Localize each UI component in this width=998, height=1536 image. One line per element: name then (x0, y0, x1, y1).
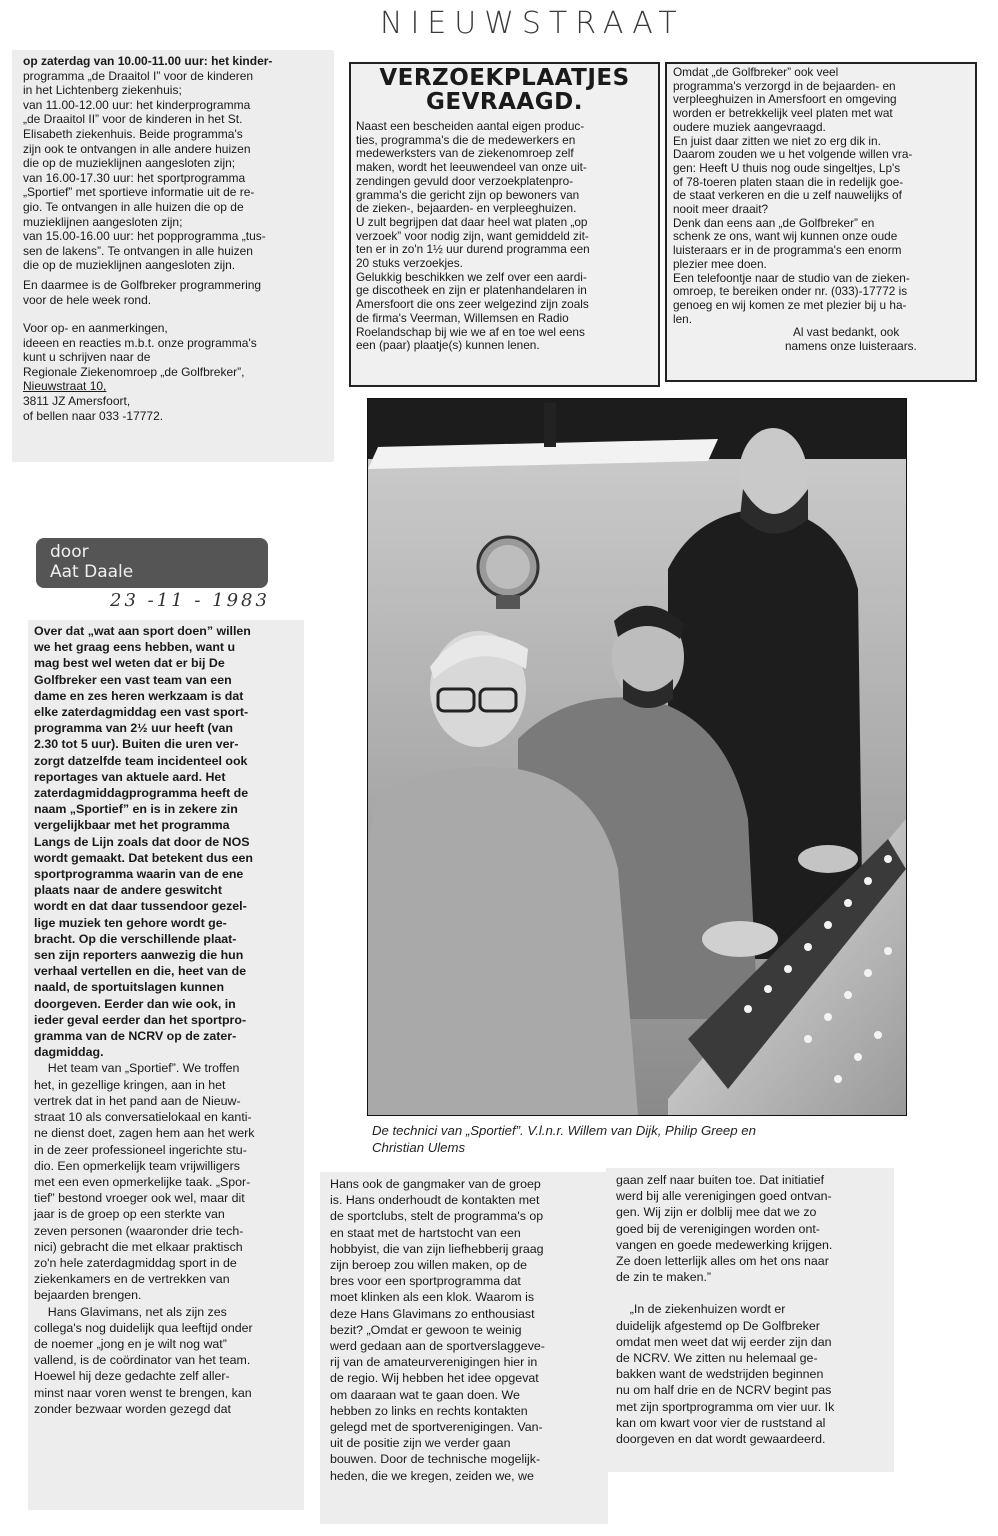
article-line: gaan zelf naar buiten toe. Dat initiatief (616, 1173, 825, 1187)
article-line: sen zijn reporters aanwezig die hun (34, 948, 244, 963)
verzoek-line: Daarom zouden we u het volgende willen vra- (673, 147, 913, 162)
article-line: kan om kwart voor vier de ruststand al (616, 1415, 826, 1430)
program-line: Regionale Ziekenomroep „de Golfbreker”, (23, 364, 245, 379)
article-line: Over dat „wat aan sport doen” willen (34, 624, 251, 638)
program-line: „de Draaitol II” voor de kinderen in het St. (23, 112, 243, 127)
program-line: op zaterdag van 10.00-11.00 uur: het kinder- (23, 54, 273, 68)
article-line: werd gedaan aan de sportverslaggeve- (330, 1339, 545, 1354)
verzoek-line: omroep, te bereiken onder nr. (033)-17772 is (673, 284, 908, 299)
article-line: wordt gemaakt. Dat betekent dus een (34, 850, 253, 865)
article-line: de regio. Wij hebben het idee opgevat (330, 1371, 539, 1386)
program-line: van 11.00-12.00 uur: het kinderprogramma (23, 97, 251, 112)
article-line: tief” bestond vroeger ook wel, maar dit (34, 1191, 245, 1206)
verzoek-line: Omdat „de Golfbreker” ook veel (673, 65, 839, 79)
article-line: het, in gezellige kringen, aan in het (34, 1077, 226, 1092)
program-line: Voor op- en aanmerkingen, (23, 321, 168, 336)
article-line: doorgeven en dat wordt gewaardeerd. (616, 1432, 826, 1447)
verzoek-line: programma's verzorgd in de bejaarden- en (673, 78, 896, 93)
column-3-text (616, 1172, 886, 1447)
article-line: heden, die we kregen, zeiden we, we (330, 1468, 534, 1483)
article-line: hebben zo links en rechts kontakten (330, 1403, 528, 1418)
verzoek-line: verzoek” voor nodig zijn, want gemiddeld zit- (356, 228, 589, 243)
article-line: mag best wel weten dat er bij De (34, 656, 225, 671)
spacer (23, 307, 324, 321)
article-line: Hans Glavimans, net als zijn zes (34, 1304, 227, 1319)
article-line: naam „Sportief” en is in zekere zin (34, 802, 238, 817)
article-line: 2.30 tot 5 uur). Buiten die uren ver- (34, 737, 239, 752)
article-line: Hans ook de gangmaker van de groep (330, 1177, 541, 1191)
main-article-column (28, 620, 304, 1510)
article-line: lige muziek ten gehore wordt ge- (34, 915, 227, 930)
verzoek-line: zendingen gevuld door verzoekplatenpro- (356, 173, 574, 188)
article-line: zijn beroep zou willen maken, op de (330, 1258, 527, 1273)
program-line: of bellen naar 033 -17772. (23, 408, 164, 423)
article-line: doorgeven. Eerder dan wie ook, in (34, 996, 236, 1011)
article-line: sportprogramma waarin van de ene (34, 867, 244, 882)
article-line: ne dienst doet, zagen hem aan het werk (34, 1126, 255, 1141)
article-line: nici) gebracht die met elkaar praktisch (34, 1239, 243, 1254)
handwritten-title: NIEUWSTRAAT (380, 6, 685, 41)
verzoek-line: Naast een bescheiden aantal eigen produc- (356, 119, 585, 133)
main-article-intro (34, 623, 299, 1060)
verzoek-line: Gelukkig beschikken we zelf over een aardi- (356, 269, 587, 284)
verzoek-continuation-body (673, 66, 969, 326)
headline-line-2: GEVRAAGD. (426, 89, 583, 115)
verzoek-line: Denk dan eens aan „de Golfbreker” en (673, 215, 875, 230)
verzoek-line: Een telefoontje naar de studio van de zieken- (673, 270, 910, 285)
program-line: die op de muzieklijnen aangesloten zijn; (23, 156, 236, 171)
article-line: bracht. Op die verschillende plaat- (34, 931, 237, 946)
article-line: zo'n hele zaterdagmiddag sport in de (34, 1255, 237, 1270)
article-line: de sportclubs, stelt de programma's op (330, 1209, 544, 1224)
verzoek-line: U zult begrijpen dat daar heel wat platen „op (356, 214, 588, 229)
article-line: om daaraan wat te gaan doen. We (330, 1387, 520, 1402)
program-line: Elisabeth ziekenhuis. Beide programma's (23, 126, 243, 141)
article-column-3 (606, 1168, 894, 1472)
program-line: zijn ook te ontvangen in alle andere huizen (23, 141, 251, 156)
article-line: Ze doen letterlijk alles om het ons naar (616, 1254, 829, 1269)
article-line: hobbyist, die van zijn liefhebberij graag (330, 1241, 544, 1256)
article-line: verhaal vertellen en die, heet van de (34, 964, 247, 979)
verzoek-line: schenk ze ons, want wij kunnen onze oude (673, 229, 898, 244)
article-line: vallend, is de coördinator van het team. (34, 1353, 251, 1368)
article-column-2 (320, 1172, 608, 1524)
column-2-text (330, 1176, 600, 1484)
verzoek-article-box (349, 62, 660, 387)
verzoek-line: nooit meer draait? (673, 202, 769, 217)
verzoek-line: gen: Heeft U thuis nog oude singeltjes, Lp's (673, 160, 901, 175)
program-line: Nieuwstraat 10, (23, 379, 107, 394)
article-line: de zin te maken.” (616, 1270, 712, 1285)
article-line: gramma van de NCRV op de zater- (34, 1029, 237, 1044)
program-line: sen de lakens”. Te ontvangen in alle huizen (23, 243, 253, 258)
program-line: „Sportief” met sportieve informatie uit de re- (23, 185, 255, 200)
studio-photo (367, 398, 907, 1116)
verzoek-line: ten er in zo'n 1½ uur durend programma een (356, 242, 590, 257)
verzoek-line: de staat verkeren en die u zelf nauwelijks of (673, 188, 902, 203)
article-line: naald, de sportuitslagen kunnen (34, 980, 225, 995)
verzoek-line: ties, programma's die de medewerkers en (356, 132, 576, 147)
headline-line-1: VERZOEKPLAATJES (379, 65, 630, 91)
article-line: plaats naar de andere geswitcht (34, 883, 222, 898)
verzoek-line: genoeg en wij komen ze met plezier bij u ha- (673, 297, 907, 312)
byline-box (36, 538, 268, 588)
article-line: bezit? „Omdat er gewoon te weinig (330, 1322, 522, 1337)
verzoek-line: En juist daar zitten we niet zo erg dik in. (673, 133, 881, 148)
program-line: En daarmee is de Golfbreker programmering (23, 277, 262, 292)
verzoek-line: verpleeghuizen in Amersfoort en omgeving (673, 92, 897, 107)
article-line: zeven personen (waaronder drie tech- (34, 1223, 244, 1238)
signoff-line: Al vast bedankt, ook (793, 325, 900, 340)
article-line: nu om half drie en de NCRV begint pas (616, 1383, 832, 1398)
program-line: kunt u schrijven naar de (23, 350, 151, 365)
article-line: vergelijkbaar met het programma (34, 818, 230, 833)
article-line (616, 1285, 886, 1301)
article-line: reportages van aktuele aard. Het (34, 769, 226, 784)
article-line: dio. Een opmerkelijk team vrijwilligers (34, 1158, 240, 1173)
article-line: rij van de amateurverenigingen hier in (330, 1355, 538, 1370)
article-line: we het graag eens hebben, want u (34, 640, 236, 655)
article-line: Hoewel hij deze gedachte zelf aller- (34, 1369, 230, 1384)
handwritten-date: 23 -11 - 1983 (110, 590, 270, 611)
program-line: in het Lichtenberg ziekenhuis; (23, 83, 182, 98)
article-line: vangen en goede medewerking krijgen. (616, 1237, 833, 1252)
article-line: straat 10 als conversatielokaal en kanti- (34, 1110, 252, 1125)
article-line: in de zeer professioneel ingerichte stu- (34, 1142, 247, 1157)
article-line: duidelijk afgestemd op De Golfbreker (616, 1318, 820, 1333)
verzoek-headline (356, 66, 653, 114)
verzoek-line: Roelandschap bij wie we af en toe wel eens (356, 324, 585, 339)
article-line: minst naar voren wenst te brengen, kan (34, 1385, 252, 1400)
verzoek-line: oudere muziek aangevraagd. (673, 119, 826, 134)
article-line: moet klinken als een klok. Waarom is (330, 1290, 535, 1305)
verzoek-line: luisteraars er in de programma's een enorm (673, 243, 902, 258)
article-line: uit de positie zijn we verder gaan (330, 1436, 511, 1451)
article-line: wordt en dat daar tussendoor gezel- (34, 899, 247, 914)
article-line: de noemer „jong en je wilt nog wat” (34, 1336, 227, 1351)
program-line: gio. Te ontvangen in alle huizen die op de (23, 199, 244, 214)
article-line: bouwen. Door de technische mogelijk- (330, 1452, 541, 1467)
verzoek-line: plezier mee doen. (673, 256, 767, 271)
article-line: ieder geval eerder dan het sportpro- (34, 1012, 247, 1027)
main-article-body (34, 1060, 299, 1416)
article-line: programma van 2½ uur heeft (van (34, 721, 233, 736)
article-line: bres voor een sportprogramma dat (330, 1274, 521, 1289)
article-line: met een even opmerkelijke taak. „Spor- (34, 1174, 251, 1189)
article-line: dagmiddag. (34, 1045, 104, 1060)
article-line: zonder bezwaar worden gezegd dat (34, 1401, 232, 1416)
program-schedule-clipping (12, 50, 334, 462)
program-line: muzieklijnen aangesloten zijn; (23, 214, 183, 229)
article-line: deze Hans Glavimans zo enthousiast (330, 1306, 535, 1321)
caption-line: De technici van „Sportief”. V.l.n.r. Willem van Dijk, Philip Greep en (372, 1123, 756, 1138)
program-line: van 15.00-16.00 uur: het popprogramma „tus- (23, 229, 266, 244)
article-line: ziekenkamers en de vertrekken van (34, 1272, 230, 1287)
verzoek-line: de firma's Veerman, Willemsen en Radio (356, 310, 569, 325)
article-line: gen. Wij zijn er dolblij mee dat we zo (616, 1205, 817, 1220)
verzoek-line: Amersfoort die ons zeer welgezind zijn zoals (356, 297, 589, 312)
verzoek-line: ge discotheek en zijn er platenhandelaren in (356, 283, 587, 298)
verzoek-line: maken, wordt het leeuwendeel van onze uit- (356, 160, 587, 175)
program-line: die op de muzieklijnen aangesloten zijn. (23, 258, 236, 273)
article-line: is. Hans onderhoudt de kontakten met (330, 1193, 540, 1208)
verzoek-continuation-box (665, 62, 977, 382)
article-line: zorgt datzelfde team incidenteel ook (34, 753, 248, 768)
verzoek-line: worden er betrekkelijk veel platen met wat (673, 106, 893, 121)
photo-caption (372, 1122, 922, 1166)
caption-line: Christian Ulems (372, 1140, 466, 1155)
article-line: Golfbreker een vast team van een (34, 672, 232, 687)
verzoek-line: een (paar) plaatje(s) kunnen lenen. (356, 338, 540, 353)
verzoek-line: medewerksters van de ziekenomroep zelf (356, 146, 574, 161)
article-line: de NCRV. We zitten nu helemaal ge- (616, 1351, 818, 1366)
article-line: jaar is de groep op een sterkte van (34, 1207, 225, 1222)
article-line: dame en zes heren werkzaam is dat (34, 688, 244, 703)
article-line: collega's nog duidelijk qua leeftijd onder (34, 1320, 253, 1335)
verzoek-line: of 78-toeren platen staan die in redelijk goe- (673, 174, 904, 189)
article-line: gelegd met de sportverenigingen. Van- (330, 1420, 543, 1435)
article-line: en staat met de hartstocht van een (330, 1225, 521, 1240)
article-line: elke zaterdagmiddag een vast sport- (34, 705, 249, 720)
verzoek-line: gramma's die gericht zijn op bewoners van (356, 187, 580, 202)
program-line: ideeen en reacties m.b.t. onze programma's (23, 335, 257, 350)
signoff-line: namens onze luisteraars. (785, 339, 917, 354)
byline-door: door (50, 542, 89, 562)
article-line: bejaarden brengen. (34, 1288, 142, 1303)
verzoek-line: len. (673, 311, 693, 326)
verzoek-body (356, 120, 653, 353)
article-line: vertrek dat in het pand aan de Nieuw- (34, 1093, 241, 1108)
article-line: werd bij alle verenigingen goed ontvan- (616, 1189, 832, 1204)
program-line: voor de hele week rond. (23, 292, 152, 307)
program-line: van 16.00-17.30 uur: het sportprogramma (23, 170, 246, 185)
article-line: Langs de Lijn zoals dat door de NOS (34, 834, 250, 849)
article-line: goed bij de verenigingen worden ont- (616, 1221, 820, 1236)
verzoek-line: 20 stuks verzoekjes. (356, 256, 463, 271)
article-line: met zijn sportprogramma om vier uur. Ik (616, 1399, 835, 1414)
article-line: zaterdagmiddagprogramma heeft de (34, 786, 249, 801)
verzoek-line: de zieken-, bejaarden- en verpleeghuizen. (356, 201, 577, 216)
byline-author: Aat Daale (50, 562, 134, 582)
article-line: Het team van „Sportief”. We troffen (34, 1061, 240, 1076)
program-line: 3811 JZ Amersfoort, (23, 394, 131, 409)
studio-photo-illustration (368, 399, 906, 1115)
article-line: omdat men weet dat wij eerder zijn dan (616, 1334, 832, 1349)
article-line: bakken want de wedstrijden beginnen (616, 1367, 824, 1382)
program-line: programma „de Draaitol I” voor de kinderen (23, 68, 254, 83)
article-line: „In de ziekenhuizen wordt er (616, 1302, 786, 1317)
